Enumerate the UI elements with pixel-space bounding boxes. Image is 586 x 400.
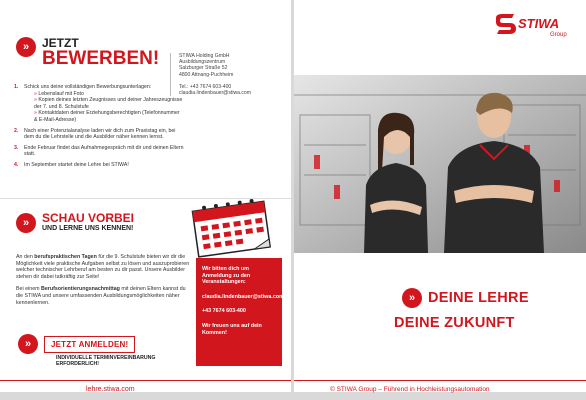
footer-url[interactable]: lehre.stiwa.com <box>86 386 135 393</box>
visit-paragraph-2 <box>16 286 190 306</box>
visit-paragraph-1 <box>16 254 190 280</box>
step-subitem: » Lebenslauf mit Foto <box>34 91 184 98</box>
visit-description <box>16 254 190 312</box>
left-page <box>0 0 291 392</box>
apprentices-photo <box>294 75 586 253</box>
info-email[interactable]: claudia.lindenbauer@stiwa.com <box>202 293 284 300</box>
footer-rule <box>0 380 291 381</box>
step-subitem: » Kontaktdaten deiner Erziehungsberechtigten (Telefonnummer & E-Mail-Adresse) <box>34 110 184 123</box>
step-number: 3. <box>14 144 19 151</box>
headline-line-1 <box>402 288 529 308</box>
step-item <box>14 128 184 141</box>
step-text: Ende Februar findet das Aufnahmegespräch mit dir und deinen Eltern statt. <box>24 144 184 158</box>
contact-address <box>170 53 282 96</box>
logo-text: STIWA <box>518 16 560 31</box>
text-run: Bei einem <box>16 286 42 293</box>
headline-line-2: DEINE ZUKUNFT <box>394 315 515 331</box>
double-chevron-icon: » <box>16 37 36 57</box>
info-request: Wir bitten dich um Anmeldung zu den Veranstaltungen: <box>202 266 251 286</box>
footer-rule <box>294 380 586 381</box>
logo-subtext: Group <box>550 32 567 38</box>
step-number: 2. <box>14 127 19 134</box>
address-phone: Tel.: +43 7674 603-400 <box>179 83 232 90</box>
step-item <box>14 162 184 169</box>
info-closing: Wir freuen uns auf dein Kommen! <box>202 322 262 336</box>
step-text: Schick uns deine vollständigen Bewerbungsunterlagen: <box>24 84 152 90</box>
step-text: Nach einer Potenzialanalyse laden wir dich zum Praxistag ein, bei dem du die Lehrstelle und die Ausbilder näher kennen lernst. <box>24 127 176 141</box>
registration-info-box <box>196 258 282 366</box>
apply-heading-large: BEWERBEN! <box>42 48 160 69</box>
headline-text-1: DEINE LEHRE <box>428 290 529 306</box>
address-line: STIWA Holding GmbH <box>179 53 230 59</box>
apply-heading <box>16 37 159 69</box>
visit-heading-small: UND LERNE UNS KENNEN! <box>42 225 134 232</box>
address-line: Salzburger Straße 52 <box>179 65 228 72</box>
footer-copyright: © STIWA Group – Führend in Hochleistungsautomation <box>330 386 490 393</box>
step-item <box>14 145 184 158</box>
text-run: mit deinen Eltern kannst du die STIWA und unsere umfassenden Ausbildungsmöglichkeiten näher kennenlernen. <box>16 286 186 306</box>
visit-heading <box>16 212 134 233</box>
calendar-icon <box>185 192 279 262</box>
text-run: für die 9. Schulstufe bieten wir dir die Möglichkeit viele praktische Aufgaben selbst zu lösen und auszuprobieren welcher technischer Lehrberuf am besten zu dir passt. Unsere Ausbilder stehen dir dabei tatkräftig zur Seite! <box>16 254 190 280</box>
address-email[interactable]: claudia.lindenbauer@stiwa.com <box>179 90 251 97</box>
individual-note: INDIVIDUELLE TERMINVEREINBARUNG ERFORDERLICH! <box>56 355 156 368</box>
text-bold: berufspraktischen Tagen <box>34 254 97 260</box>
double-chevron-icon: » <box>18 334 38 354</box>
step-item <box>14 84 184 124</box>
double-chevron-icon: » <box>16 213 36 233</box>
double-chevron-icon: » <box>402 288 422 308</box>
address-line: Ausbildungszentrum <box>179 59 226 66</box>
stiwa-logo <box>494 10 574 40</box>
register-cta[interactable] <box>18 334 135 354</box>
step-number: 4. <box>14 161 19 168</box>
info-phone: +43 7674 603-400 <box>202 308 246 315</box>
visit-heading-large: SCHAU VORBEI <box>42 211 135 225</box>
application-steps <box>14 84 184 173</box>
step-text: Im September startet deine Lehre bei STIWA! <box>24 161 129 168</box>
right-page <box>294 0 586 392</box>
text-bold: Berufsorientierungsnachmittag <box>41 286 120 293</box>
apply-heading-small: JETZT <box>42 36 79 50</box>
step-subitem: » Kopien deines letzten Zeugnisses und deiner Jahreszeugnisse der 7. und 8. Schulstufe <box>34 97 184 110</box>
register-button[interactable]: JETZT ANMELDEN! <box>44 336 135 353</box>
step-number: 1. <box>14 84 19 90</box>
address-line: 4800 Attnang-Puchheim <box>179 71 234 78</box>
text-run: An den <box>16 254 35 260</box>
